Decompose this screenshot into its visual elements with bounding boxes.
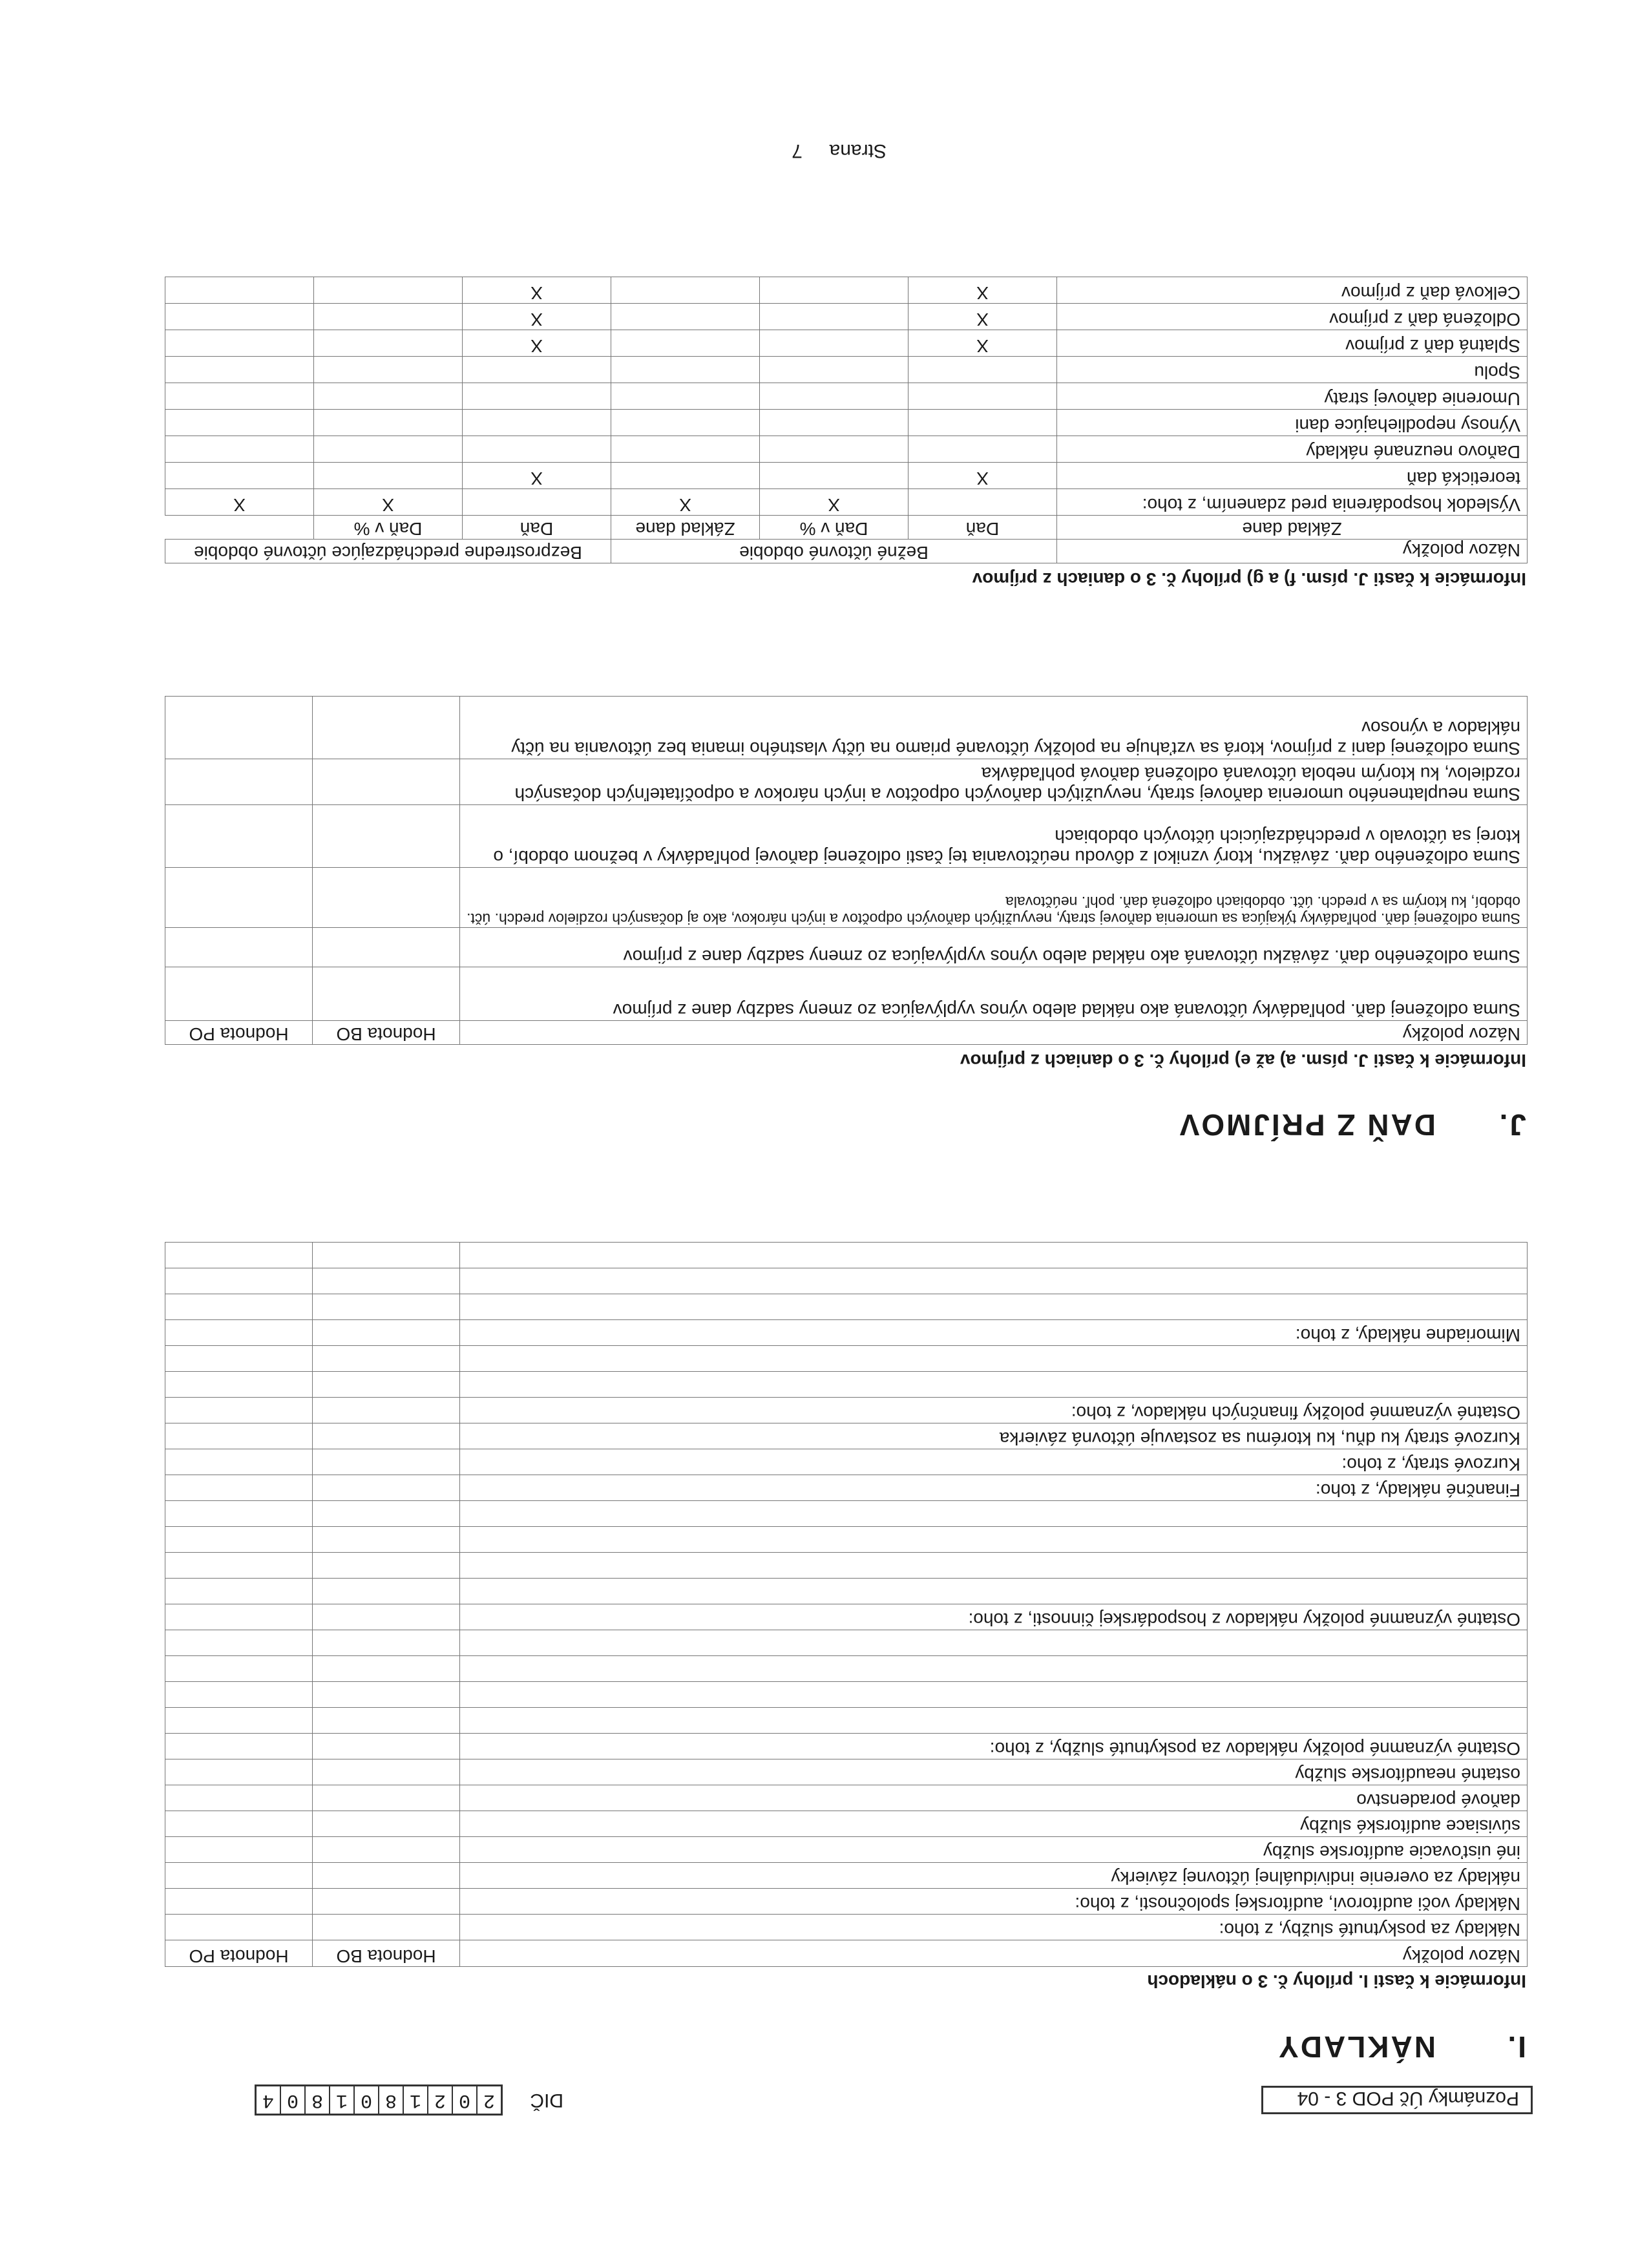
value-bo (313, 1398, 460, 1423)
table-row (165, 436, 1527, 463)
row-label (460, 1294, 1528, 1320)
row-label: Náklady za poskytnuté služby, z toho: (460, 1915, 1528, 1940)
section-j-title (1178, 1108, 1526, 1142)
value-cell: X (611, 489, 760, 516)
value-cell (463, 489, 611, 516)
value-cell (165, 304, 313, 330)
table-row (165, 928, 1528, 967)
value-po (165, 1604, 313, 1630)
value-bo (313, 1915, 460, 1940)
value-cell (611, 304, 760, 330)
table-row (165, 1294, 1528, 1320)
table-row (165, 383, 1527, 410)
value-bo (313, 1863, 460, 1889)
row-label: Náklady voči audítorovi, audítorskej spoločnosti, z toho: (460, 1889, 1528, 1915)
value-bo (313, 697, 460, 759)
row-label (460, 1682, 1528, 1708)
dic-digit: 4 (257, 2086, 281, 2114)
value-po (165, 1501, 313, 1527)
value-cell: X (463, 330, 611, 357)
section-i-number: I. (1506, 2030, 1526, 2064)
row-label (460, 1527, 1528, 1553)
value-po (165, 1785, 313, 1811)
row-label (460, 1656, 1528, 1682)
value-po (165, 1527, 313, 1553)
section-j-name: DAŇ Z PRÍJMOV (1177, 1108, 1436, 1142)
value-cell: X (909, 304, 1057, 330)
value-cell (909, 357, 1057, 383)
value-cell (611, 410, 760, 436)
value-po (165, 805, 313, 868)
value-cell (760, 277, 909, 304)
value-po (165, 1398, 313, 1423)
value-bo (313, 1294, 460, 1320)
value-cell (760, 330, 909, 357)
value-bo (313, 1630, 460, 1656)
value-cell (760, 304, 909, 330)
dic-digit: 2 (428, 2086, 453, 2114)
value-po (165, 1553, 313, 1579)
value-cell: X (463, 277, 611, 304)
tax-ae-table (165, 696, 1528, 1045)
value-bo (313, 1604, 460, 1630)
row-label: náklady za overenie individuálnej účtovnej závierky (460, 1863, 1528, 1889)
col-header: Daň v % (314, 516, 463, 540)
value-po (165, 1811, 313, 1837)
section-i-name: NÁKLADY (1277, 2030, 1436, 2064)
value-po (165, 1579, 313, 1604)
row-label: Umorenie daňovej straty (1057, 383, 1528, 410)
table-row (165, 304, 1527, 330)
value-bo (313, 1837, 460, 1863)
value-cell (611, 357, 760, 383)
section-i-subheading: Informácie k časti I. prílohy č. 3 o nákladoch (1147, 1971, 1526, 1991)
value-cell (314, 383, 463, 410)
page-number (792, 140, 887, 162)
value-cell (909, 436, 1057, 463)
period-current: Bežné účtovné obdobie (611, 540, 1057, 563)
value-bo (313, 1268, 460, 1294)
col-header: Daň (909, 516, 1057, 540)
table-row (165, 1475, 1528, 1501)
value-bo (313, 1734, 460, 1759)
row-label (460, 1346, 1528, 1372)
value-po (165, 1889, 313, 1915)
col-header: Hodnota BO (313, 1940, 460, 1967)
col-header: Hodnota PO (165, 1021, 313, 1045)
value-cell (314, 436, 463, 463)
col-header: Daň v % (760, 516, 909, 540)
value-cell (909, 489, 1057, 516)
value-bo (313, 1708, 460, 1734)
value-bo (313, 1501, 460, 1527)
dic-digit: 1 (330, 2086, 355, 2114)
col-header: Hodnota PO (165, 1940, 313, 1967)
table-row (165, 1759, 1528, 1785)
table-row (165, 697, 1528, 759)
value-cell (611, 383, 760, 410)
col-header: Základ dane (611, 516, 760, 540)
value-cell (165, 277, 313, 304)
table-row (165, 330, 1527, 357)
row-label (460, 1630, 1528, 1656)
value-po (165, 928, 313, 967)
value-bo (313, 1656, 460, 1682)
value-cell (611, 330, 760, 357)
dic-digit: 8 (379, 2086, 404, 2114)
value-cell: X (463, 463, 611, 489)
value-po (165, 1630, 313, 1656)
value-cell (165, 330, 313, 357)
value-cell (314, 277, 463, 304)
costs-table (165, 1242, 1528, 1967)
value-cell (314, 304, 463, 330)
table-row (165, 759, 1528, 805)
value-cell (909, 383, 1057, 410)
value-po (165, 1320, 313, 1346)
value-cell (463, 436, 611, 463)
value-bo (313, 1372, 460, 1398)
value-bo (313, 1449, 460, 1475)
dic-boxes (255, 2084, 503, 2116)
value-bo (313, 1423, 460, 1449)
tax-fg-table (165, 277, 1528, 563)
page-number-value: 7 (792, 140, 803, 162)
table-row (165, 1863, 1528, 1889)
table-row (165, 1837, 1528, 1863)
value-po (165, 697, 313, 759)
row-label: teoretická daň (1057, 463, 1528, 489)
row-label (460, 1372, 1528, 1398)
value-bo (313, 868, 460, 928)
value-cell (909, 410, 1057, 436)
value-cell (760, 410, 909, 436)
row-label: Daňovo neuznané náklady (1057, 436, 1528, 463)
value-cell (463, 383, 611, 410)
value-cell: X (909, 277, 1057, 304)
row-label: Ostatné významné položky nákladov z hospodárskej činnosti, z toho: (460, 1604, 1528, 1630)
row-label: daňové poradenstvo (460, 1785, 1528, 1811)
row-label: Suma neuplatneného umorenia daňovej straty, nevyužitých daňových odpočtov a iných nárokov a odpočítateľných dočasných rozdielov, ku ktorým nebola účtovaná odložená daňová pohľadávka (460, 759, 1528, 805)
fg-header-row (165, 516, 1527, 540)
row-label: Suma odloženého daň. záväzku účtovaná ako náklad alebo výnos vyplývajúca zo zmeny sadzby dane z príjmov (460, 928, 1528, 967)
value-bo (313, 967, 460, 1021)
value-po (165, 1372, 313, 1398)
row-label: Celková daň z príjmov (1057, 277, 1528, 304)
table-row (165, 1579, 1528, 1604)
value-po (165, 1682, 313, 1708)
table-row (165, 1630, 1528, 1656)
value-po (165, 1734, 313, 1759)
col-header: Daň (463, 516, 611, 540)
value-cell (760, 436, 909, 463)
col-header: Základ dane (1057, 516, 1528, 540)
table-row (165, 1372, 1528, 1398)
value-cell: X (165, 489, 313, 516)
row-label (460, 1268, 1528, 1294)
value-po (165, 1759, 313, 1785)
value-po (165, 1268, 313, 1294)
value-cell (611, 277, 760, 304)
value-po (165, 1863, 313, 1889)
value-po (165, 759, 313, 805)
dic-digit: 2 (483, 2089, 496, 2111)
section-i-title (1277, 2030, 1526, 2064)
value-bo (313, 1527, 460, 1553)
table-row (165, 1268, 1528, 1294)
value-cell (760, 463, 909, 489)
table-row (165, 1449, 1528, 1475)
row-label: Suma odloženého daň. záväzku, ktorý vznikol z dôvodu neúčtovania tej časti odloženej daňovej pohľadávky v bežnom období, o ktorej sa účtovalo v predchádzajúcich účtových obdobiach (460, 805, 1528, 868)
value-cell (611, 436, 760, 463)
value-po (165, 1346, 313, 1372)
row-label: iné uisťovacie audítorske služby (460, 1837, 1528, 1863)
value-cell: X (463, 304, 611, 330)
value-po (165, 1449, 313, 1475)
dic-digit: 0 (355, 2086, 379, 2114)
value-cell (314, 463, 463, 489)
table-row (165, 1915, 1528, 1940)
table-row (165, 967, 1528, 1021)
col-header: Názov položky (1057, 540, 1528, 563)
row-label: Splatná daň z príjmov (1057, 330, 1528, 357)
table-row (165, 277, 1527, 304)
value-bo (313, 1553, 460, 1579)
value-cell (611, 463, 760, 489)
row-label: Mimoriadne náklady, z toho: (460, 1320, 1528, 1346)
dic-label: DIČ (530, 2090, 563, 2111)
value-cell (463, 410, 611, 436)
value-bo (313, 805, 460, 868)
value-cell (165, 436, 313, 463)
row-label: ostatné neaudítorske služby (460, 1759, 1528, 1785)
value-cell (314, 330, 463, 357)
table-row (165, 1346, 1528, 1372)
table-row (165, 1604, 1528, 1630)
dic-digit: 0 (281, 2086, 306, 2114)
table-row (165, 1811, 1528, 1837)
value-po (165, 967, 313, 1021)
value-cell: X (314, 489, 463, 516)
value-po (165, 1708, 313, 1734)
value-cell (165, 383, 313, 410)
value-po (165, 1915, 313, 1940)
row-label: Suma odloženej daň. pohľadávky účtovaná ako náklad alebo výnos vyplývajúca zo zmeny sadzby dane z príjmov (460, 967, 1528, 1021)
value-cell (165, 463, 313, 489)
section-j-number: J. (1497, 1108, 1526, 1142)
dic-digit: 1 (404, 2086, 428, 2114)
row-label: Výsledok hospodárenia pred zdanením, z toho: (1057, 489, 1528, 516)
value-bo (313, 928, 460, 967)
value-po (165, 1294, 313, 1320)
table-row (165, 1423, 1528, 1449)
value-bo (313, 759, 460, 805)
value-bo (313, 1889, 460, 1915)
value-cell (760, 357, 909, 383)
table-row (165, 1734, 1528, 1759)
table-row (165, 868, 1528, 928)
table-row (165, 1656, 1528, 1682)
row-label (460, 1501, 1528, 1527)
dic-digit: 0 (453, 2086, 478, 2114)
value-bo (313, 1811, 460, 1837)
row-label (460, 1579, 1528, 1604)
table-row (165, 1553, 1528, 1579)
col-header: Hodnota BO (313, 1021, 460, 1045)
table-row (165, 1501, 1528, 1527)
value-cell (314, 357, 463, 383)
value-cell (760, 383, 909, 410)
value-cell: X (909, 463, 1057, 489)
section-j-subheading-ae: Informácie k časti J. písm. a) až e) prílohy č. 3 o daniach z príjmov (960, 1051, 1526, 1071)
value-bo (313, 1243, 460, 1268)
row-label: Suma odloženej daň. pohľadávky týkajúca sa umorenia daňovej straty, nevyužitých daňových odpočtov a iných nárokov, ako aj dočasných rozdielov predch. účt. období, ku ktorým sa v predch. účt. obdobiach odložená daň. pohľ. neúčtovala (460, 868, 1528, 928)
value-cell: X (909, 330, 1057, 357)
value-bo (313, 1759, 460, 1785)
dic-digit: 8 (306, 2086, 330, 2114)
value-po (165, 1243, 313, 1268)
table-row (165, 1785, 1528, 1811)
table-row (165, 1682, 1528, 1708)
table-row (165, 1398, 1528, 1423)
row-label: súvisiace audítorské služby (460, 1811, 1528, 1837)
table-row (165, 1320, 1528, 1346)
value-bo (313, 1320, 460, 1346)
col-header: Názov položky (460, 1021, 1528, 1045)
value-cell (165, 410, 313, 436)
page-label: Strana (829, 140, 887, 162)
row-label: Ostatné významné položky nákladov za poskytnuté služby, z toho: (460, 1734, 1528, 1759)
value-po (165, 1656, 313, 1682)
table-row (165, 463, 1527, 489)
table-row (165, 410, 1527, 436)
form-label: Poznámky Úč POD 3 - 04 (1261, 2086, 1533, 2114)
row-label: Kurzové straty ku dňu, ku ktorému sa zostavuje účtovná závierka (460, 1423, 1528, 1449)
row-label: Spolu (1057, 357, 1528, 383)
value-cell: X (760, 489, 909, 516)
row-label: Finančné náklady, z toho: (460, 1475, 1528, 1501)
value-po (165, 868, 313, 928)
col-header: Názov položky (460, 1940, 1528, 1967)
value-po (165, 1837, 313, 1863)
table-row (165, 489, 1527, 516)
row-label (460, 1553, 1528, 1579)
value-po (165, 1423, 313, 1449)
section-j-subheading-fg: Informácie k časti J. písm. f) a g) prílohy č. 3 o daniach z príjmov (972, 569, 1526, 589)
value-bo (313, 1346, 460, 1372)
row-label (460, 1708, 1528, 1734)
row-label (460, 1243, 1528, 1268)
value-bo (313, 1475, 460, 1501)
value-cell (463, 357, 611, 383)
value-bo (313, 1785, 460, 1811)
row-label: Odložená daň z príjmov (1057, 304, 1528, 330)
value-cell (165, 357, 313, 383)
table-row (165, 805, 1528, 868)
row-label: Ostatné významné položky finančných nákladov, z toho: (460, 1398, 1528, 1423)
value-bo (313, 1682, 460, 1708)
value-cell (314, 410, 463, 436)
table-row (165, 357, 1527, 383)
row-label: Suma odloženej dani z príjmov, ktorá sa vzťahuje na položky účtované priamo na účty vlastného imania bez účtovania na účty nákladov a výnosov (460, 697, 1528, 759)
table-row (165, 1243, 1528, 1268)
table-row (165, 1889, 1528, 1915)
row-label: Výnosy nepodliehajúce dani (1057, 410, 1528, 436)
value-po (165, 1475, 313, 1501)
table-row (165, 1527, 1528, 1553)
row-label: Kurzové straty, z toho: (460, 1449, 1528, 1475)
table-row (165, 1708, 1528, 1734)
value-bo (313, 1579, 460, 1604)
period-previous: Bezprostredne predchádzajúce účtovné obdobie (165, 540, 611, 563)
